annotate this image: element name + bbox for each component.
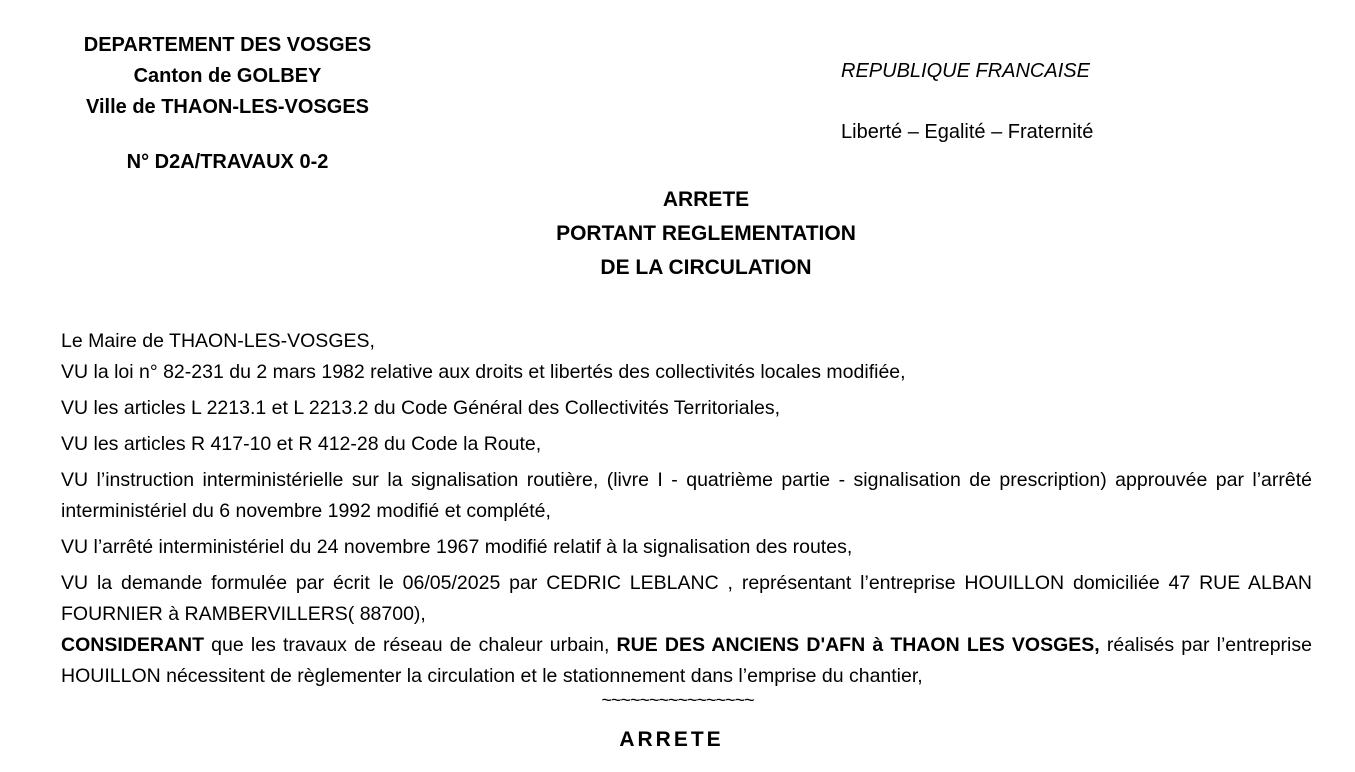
republic-label: REPUBLIQUE FRANCAISE [841, 60, 1090, 82]
considerant-paragraph [61, 630, 1312, 692]
decree-reference-number: N° D2A/TRAVAUX 0-2 [126, 151, 329, 173]
considerant-text-1: que les travaux de réseau de chaleur urbain, [204, 634, 617, 656]
mayor-line: Le Maire de THAON-LES-VOSGES, [61, 330, 375, 352]
decree-body [61, 326, 1312, 692]
considerant-street: RUE DES ANCIENS D'AFN à THAON LES VOSGES, [616, 634, 1100, 656]
vu-paragraph-6: VU la demande formulée par écrit le 06/05/2025 par CEDRIC LEBLANC , représentant l’entreprise HOUILLON domiciliée 47 RUE ALBAN FOURNIER à RAMBERVILLERS( 88700), [61, 572, 1312, 625]
national-motto: Liberté – Egalité – Fraternité [841, 121, 1094, 143]
vu-paragraph-1: VU la loi n° 82-231 du 2 mars 1982 relative aux droits et libertés des collectivités locales modifiée, [61, 361, 906, 383]
document-title [406, 183, 1006, 285]
department-line: DEPARTEMENT DES VOSGES [83, 34, 372, 56]
vu-paragraph-4: VU l’instruction interministérielle sur la signalisation routière, (livre I - quatrième partie - signalisation de prescription) approuvée par l’arrêté interministériel du 6 novembre 1992 modifié et complété, [61, 469, 1312, 522]
considerant-text-2: réalisés par l’entreprise HOUILLON nécessitent de règlementer la circulation et le stationnement dans l’emprise du chantier, [61, 634, 1312, 687]
title-line-1: ARRETE [662, 188, 750, 211]
vu-paragraph-5: VU l’arrêté interministériel du 24 novembre 1967 modifié relatif à la signalisation des routes, [61, 536, 853, 558]
tilde-separator: ~~~~~~~~~~~~~~~~ [601, 690, 754, 710]
considerant-lead: CONSIDERANT [61, 634, 205, 656]
title-line-2: PORTANT REGLEMENTATION [556, 222, 856, 245]
town-line: Ville de THAON-LES-VOSGES [85, 96, 370, 118]
department-header [60, 30, 395, 123]
title-line-3: DE LA CIRCULATION [600, 256, 812, 279]
vu-paragraph-3: VU les articles R 417-10 et R 412-28 du Code la Route, [61, 433, 542, 455]
canton-line: Canton de GOLBEY [133, 65, 322, 87]
final-heading: ARRETE [619, 728, 724, 751]
vu-paragraph-2: VU les articles L 2213.1 et L 2213.2 du Code Général des Collectivités Territoriales, [61, 397, 780, 419]
